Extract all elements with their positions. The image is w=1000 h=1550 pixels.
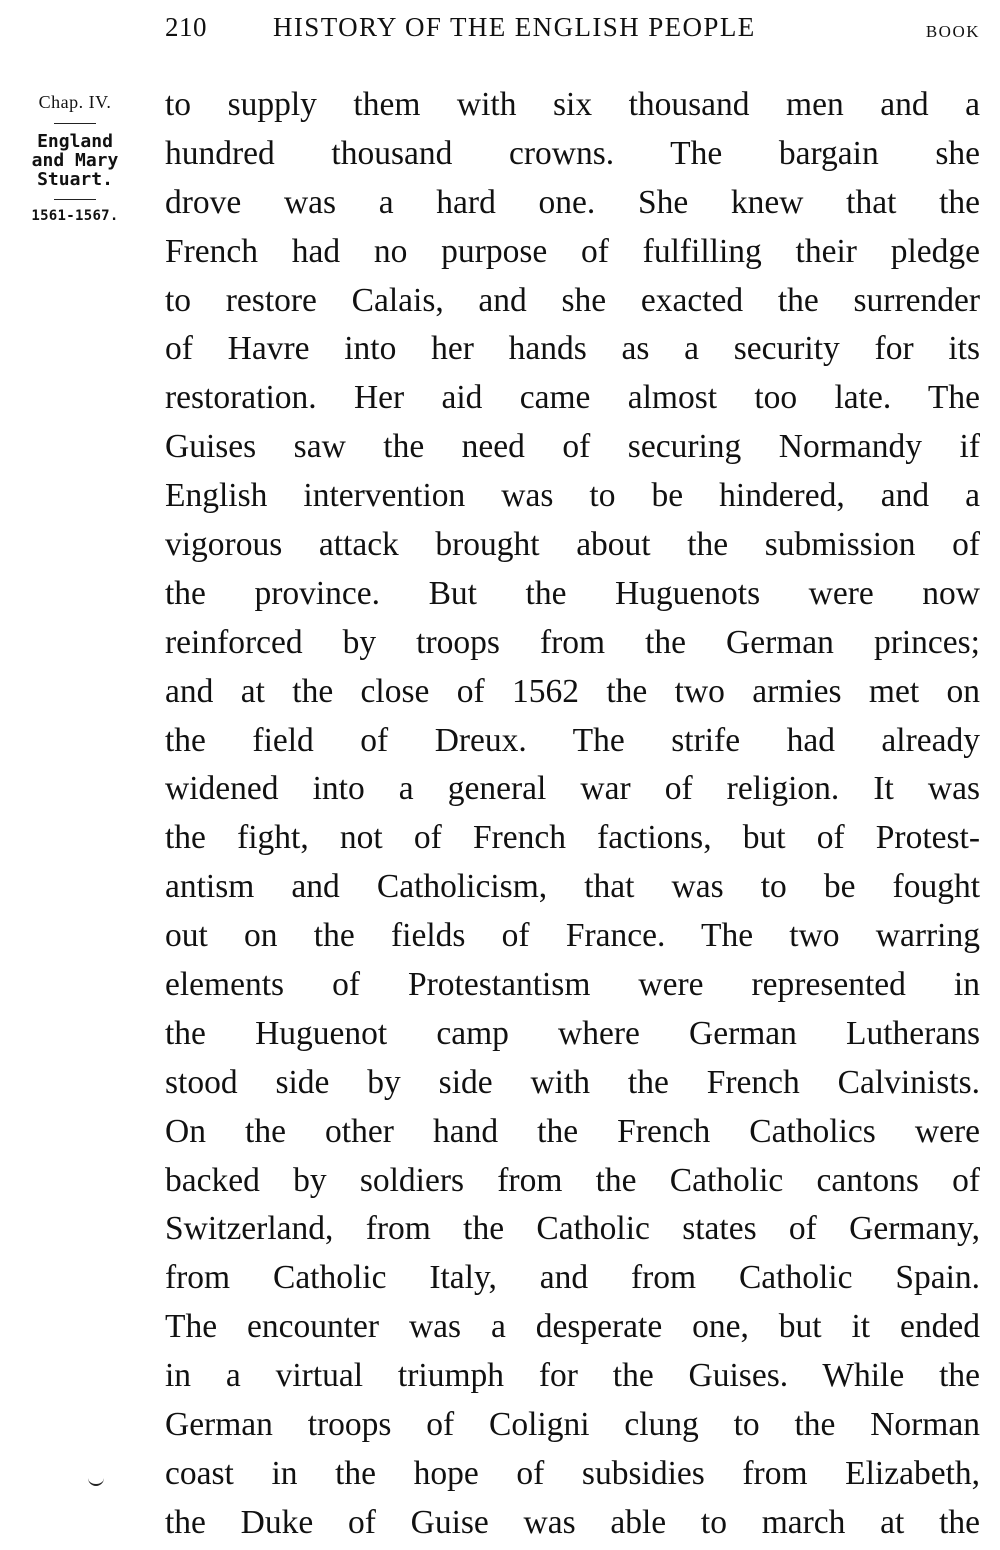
text-line: antism and Catholicism, that was to be fought [165,868,980,906]
text-line: Guises saw the need of securing Normandy if [165,428,980,466]
text-line: On the other hand the French Catholics were [165,1112,980,1150]
running-header [165,12,980,52]
margin-dates: 1561-1567. [31,208,119,224]
text-line: the province. But the Huguenots were now [165,574,980,612]
text-line: restoration. Her aid came almost too late. The [165,379,980,417]
margin-mark [88,1478,104,1486]
chapter-prefix: Chap. [38,92,84,112]
book-label: BOOK [925,22,980,41]
text-line: hundred thousand crowns. The bargain she [165,134,980,172]
text-line: the fight, not of French factions, but of Protest- [165,819,980,857]
text-line: Switzerland, from the Catholic states of Germany, [165,1210,980,1248]
margin-subject [10,132,140,189]
text-line: backed by soldiers from the Catholic cantons of [165,1161,980,1199]
text-line: reinforced by troops from the German princes; [165,623,980,661]
subject-line: and Mary [31,150,119,171]
subject-line: Stuart. [37,169,113,190]
text-line: coast in the hope of subsidies from Elizabeth, [165,1454,980,1492]
text-line: widened into a general war of religion. It was [165,770,980,808]
margin-divider [54,199,96,200]
text-line: in a virtual triumph for the Guises. While the [165,1357,980,1395]
text-line: to restore Calais, and she exacted the surrender [165,281,980,319]
body-text [165,81,980,1548]
text-line: of Havre into her hands as a security for its [165,330,980,368]
text-line: elements of Protestantism were represented in [165,966,980,1004]
text-line: French had no purpose of fulfilling their pledge [165,232,980,270]
text-line: the Huguenot camp where German Lutherans [165,1014,980,1052]
chapter-number: IV. [88,92,112,112]
subject-line: England [37,131,113,152]
text-line: The encounter was a desperate one, but it ended [165,1308,980,1346]
running-title: HISTORY OF THE ENGLISH PEOPLE [273,12,756,42]
text-line: drove was a hard one. She knew that the [165,183,980,221]
text-line: the field of Dreux. The strife had already [165,721,980,759]
text-line: vigorous attack brought about the submission of [165,526,980,564]
side-notes [10,88,140,224]
chapter-label [10,92,140,113]
text-line: out on the fields of France. The two warring [165,917,980,955]
text-line: from Catholic Italy, and from Catholic Spain. [165,1259,980,1297]
text-line: the Duke of Guise was able to march at the [165,1503,980,1541]
text-line: to supply them with six thousand men and a [165,86,980,123]
text-line: German troops of Coligni clung to the Norman [165,1406,980,1444]
page-number: 210 [165,12,207,42]
margin-divider [54,123,96,124]
text-line: English intervention was to be hindered, and a [165,477,980,515]
text-line: and at the close of 1562 the two armies met on [165,672,980,710]
text-line: stood side by side with the French Calvinists. [165,1063,980,1101]
